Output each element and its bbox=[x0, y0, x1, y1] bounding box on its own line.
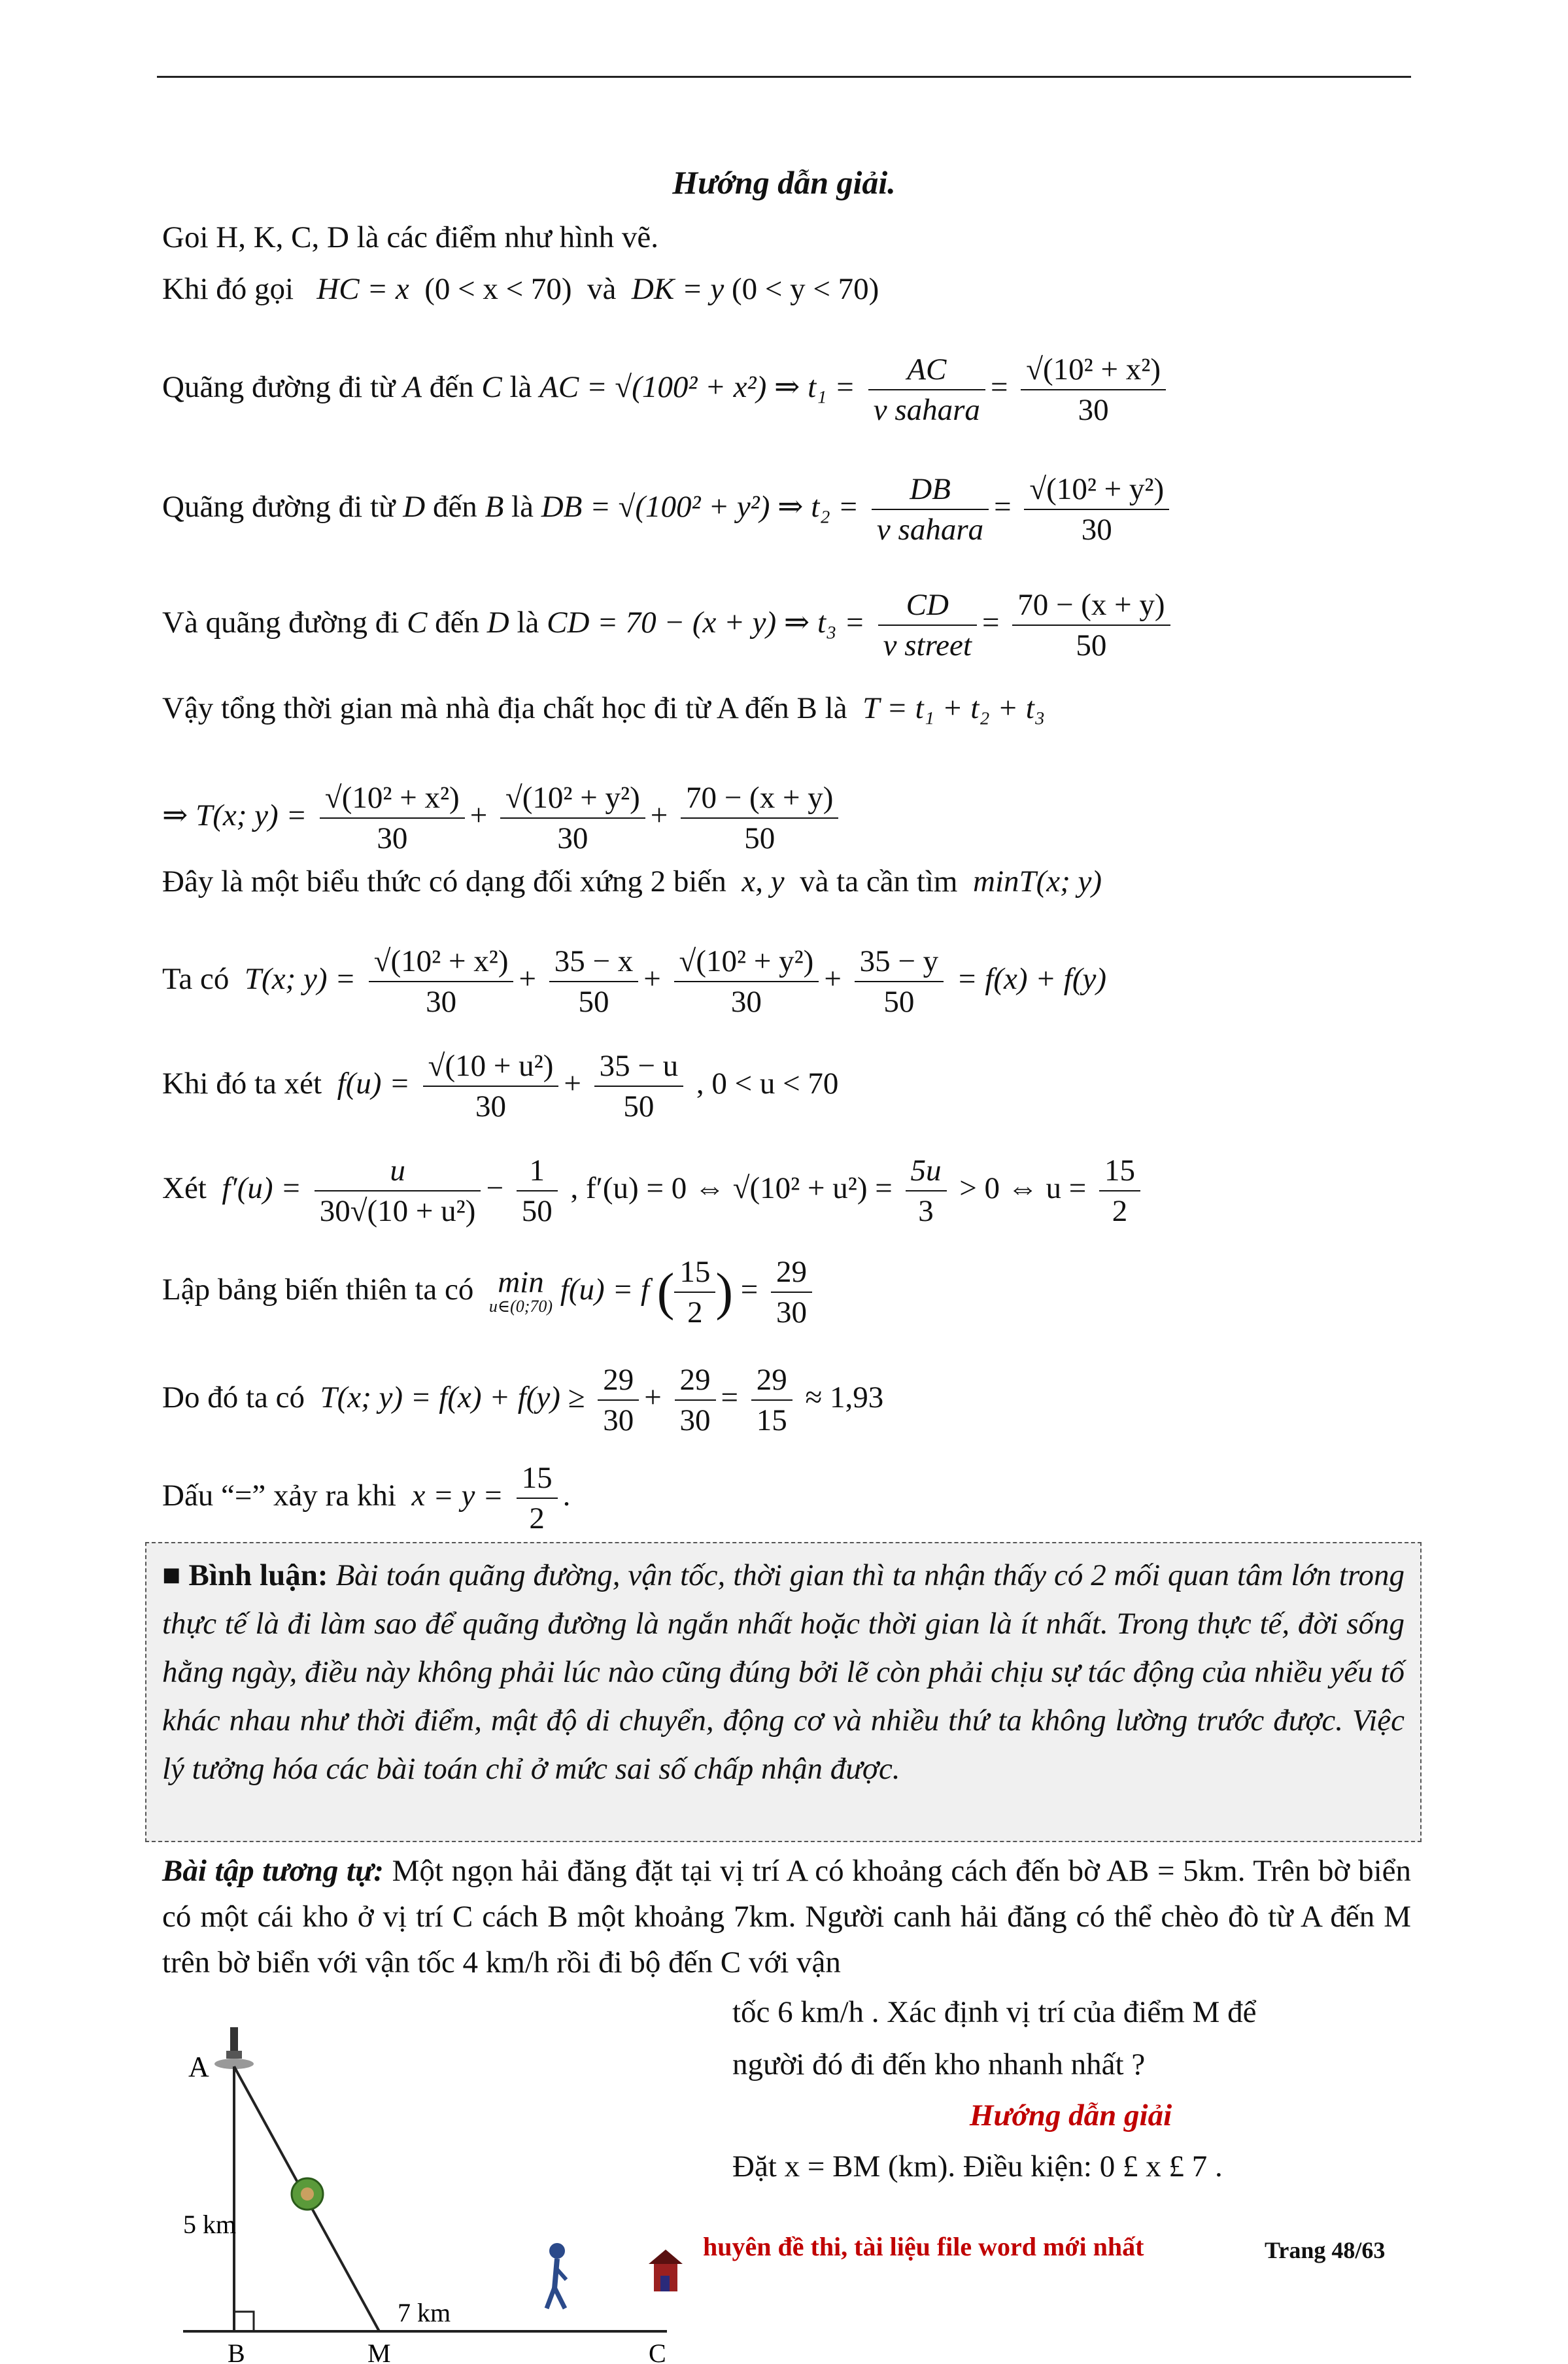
label-5km: 5 km bbox=[183, 2210, 237, 2239]
lighthouse-figure bbox=[157, 2021, 732, 2364]
line-db-distance: Quãng đường đi từ D đến B là DB = √(100² + y²) ⇒ t₂ = $\frac{DB}{\text{v sahara}}$ = $\frac{\text{√(10² + y²)}}{30}$ bbox=[162, 470, 1174, 549]
line-symmetric: Đây là một biểu thức có dạng đối xứng 2 biến x, y và ta cần tìm minT(x; y) bbox=[162, 865, 1102, 899]
solution-subheading: Hướng dẫn giải bbox=[969, 2098, 1172, 2133]
solution-setup: Đặt x = BM (km). Điều kiện: 0 £ x £ 7 . bbox=[732, 2150, 1223, 2184]
label-7km: 7 km bbox=[398, 2298, 451, 2327]
line-total-time: Vậy tổng thời gian mà nhà địa chất học đi từ A đến B là T = t₁ + t₂ + t₃ bbox=[162, 691, 1046, 725]
lighthouse-icon bbox=[214, 2027, 254, 2069]
line-ac-distance: Quãng đường đi từ A đến C là AC = √(100² + x²) ⇒ t₁ = $\frac{AC}{\text{v sahara}}$ = $\frac{\text{√(10² + x²)}}{30}$ bbox=[162, 350, 1171, 430]
line-cd-distance: Và quãng đường đi C đến D là CD = 70 − (x + y) ⇒ t₃ = $\frac{CD}{\text{v street}}$ = $\frac{70 - (x + y)}{50}$ bbox=[162, 585, 1176, 665]
exercise-line-2: tốc 6 km/h . Xác định vị trí của điểm M để bbox=[732, 1995, 1257, 2029]
footer-promo-link[interactable]: huyên đề thi, tài liệu file word mới nhất bbox=[703, 2232, 1144, 2261]
line-ta-co: Ta có T(x; y) = $\frac{\text{√(10² + x²)}}{30}$ + $\frac{35 - x}{50}$ + $\frac{\text{√(10² + y²)}}{30}$ + $\frac{35 - y}{50}$ = f(x) + f(y) bbox=[162, 942, 1106, 1021]
boat-icon bbox=[292, 2178, 323, 2210]
line-t-xy: ⇒ T(x; y) = $\frac{\text{√(10² + x²)}}{30}$ + $\frac{\text{√(10² + y²)}}{30}$ + $\frac{70 - (x + y)}{50}$ bbox=[162, 778, 844, 858]
line-intro: Goi H, K, C, D là các điểm như hình vẽ. bbox=[162, 220, 659, 254]
line-fu: Khi đó ta xét f(u) = $\frac{\text{√(10 + u²)}}{30}$ + $\frac{35 - u}{50}$ , 0 < u < 70 bbox=[162, 1046, 838, 1126]
line-derivative: Xét f′(u) = $\frac{u}{\text{30√(10 + u²)}}$ − $\frac{1}{50}$ , f′(u) = 0 ⇔ √(10² + u²) = $\frac{5u}{3}$ > 0 ⇔ u = $\frac{15}{2}$ bbox=[162, 1151, 1146, 1231]
walking-person-icon bbox=[547, 2243, 566, 2308]
comment-box bbox=[145, 1542, 1422, 1842]
solution-heading: Hướng dẫn giải. bbox=[672, 164, 896, 201]
right-angle-marker bbox=[234, 2312, 254, 2331]
comment-text: ■ Bình luận: Bài toán quãng đường, vận tốc, thời gian thì ta nhận thấy có 2 mối quan tâm lớn trong thực tế là đi làm sao để quãng đường là ngắn nhất hoặc thời gian là ít nhất. Trong thực tế, đời sống hằng ngày, điều này không phải lúc nào cũng đúng bởi lẽ còn phải chịu sự tác động của nhiều yếu tố khác nhau như thời điểm, mật độ di chuyển, động cơ và nhiều thứ ta không lường trước được. Việc lý tưởng hóa các bài toán chỉ ở mức sai số chấp nhận được. bbox=[162, 1558, 1405, 1786]
page-number: Trang 48/63 bbox=[1265, 2237, 1386, 2263]
line-conclusion: Do đó ta có T(x; y) = f(x) + f(y) ≥ $\frac{29}{30}$ + $\frac{29}{30}$ = $\frac{29}{15}$ ≈ 1,93 bbox=[162, 1360, 883, 1440]
label-m: M bbox=[367, 2338, 391, 2364]
label-a: A bbox=[188, 2051, 209, 2083]
line-equality: Dấu “=” xảy ra khi x = y = $\frac{15}{2}$ . bbox=[162, 1458, 570, 1538]
warehouse-icon bbox=[649, 2250, 683, 2291]
exercise-line-3: người đó đi đến kho nhanh nhất ? bbox=[732, 2047, 1146, 2081]
label-b: B bbox=[228, 2338, 245, 2364]
exercise-paragraph: Bài tập tương tự: Một ngọn hải đăng đặt tại vị trí A có khoảng cách đến bờ AB = 5km. Trên bờ biển có một cái kho ở vị trí C cách B một khoảng 7km. Người canh hải đăng có thể chèo đò từ A đến M trên bờ biển với vận tốc 4 km/h rồi đi bộ đến C với vận bbox=[162, 1854, 1411, 1979]
line-min-fu: Lập bảng biến thiên ta có min u∈(0;70) f(u) = f ( $\frac{15}{2}$ ) = $\frac{29}{30}$ bbox=[162, 1252, 817, 1332]
line-define-vars: Khi đó gọi HC = x (0 < x < 70) và DK = y (0 < y < 70) bbox=[162, 272, 879, 306]
label-c: C bbox=[649, 2338, 666, 2364]
header-rule bbox=[157, 76, 1411, 78]
